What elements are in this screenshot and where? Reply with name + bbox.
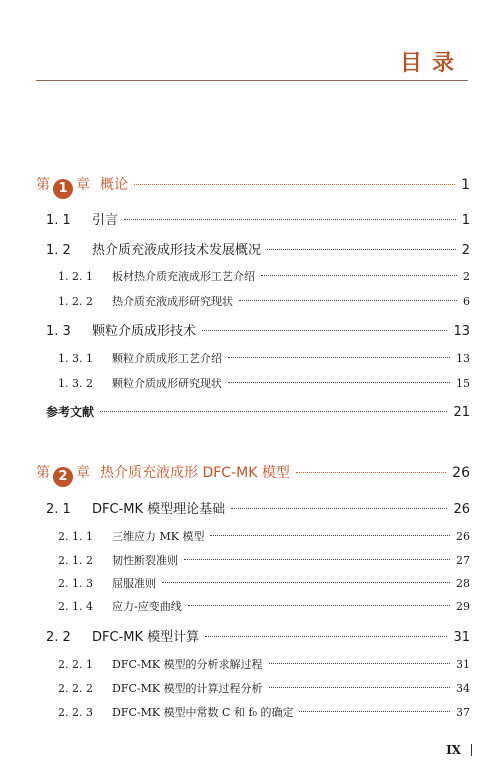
page-number: 13 [456, 352, 470, 365]
section-number: 1. 3 [46, 324, 71, 339]
toc-chapter-2[interactable] [36, 462, 470, 484]
page-number: 34 [456, 682, 470, 695]
leader-dots [202, 330, 447, 331]
title-divider [36, 80, 468, 81]
section-title: 热介质充液成形技术发展概况 [92, 243, 262, 258]
page-number: 2 [463, 270, 470, 283]
chapter-suffix: 章 [76, 177, 90, 193]
page-number: 1 [461, 213, 470, 228]
section-number: 2. 2 [46, 630, 71, 645]
leader-dots [269, 663, 450, 664]
toc-subsection[interactable] [58, 598, 470, 614]
page-title: 目录 [399, 51, 464, 76]
toc-subsection[interactable] [58, 552, 470, 568]
leader-dots [205, 636, 447, 637]
page-number: 29 [456, 600, 470, 613]
page-number: 1 [461, 177, 470, 193]
section-title: DFC-MK 模型理论基础 [92, 502, 226, 517]
toc-subsection[interactable] [58, 704, 470, 720]
subsection-title: DFC-MK 模型的计算过程分析 [112, 682, 263, 695]
page-number: 26 [456, 530, 470, 543]
folio-number: IX [446, 743, 461, 757]
chapter-number-badge: 1 [53, 179, 73, 199]
toc-references[interactable] [46, 403, 470, 420]
leader-dots [210, 535, 450, 536]
subsection-number: 2. 1. 4 [58, 600, 93, 613]
subsection-number: 2. 1. 3 [58, 577, 93, 590]
subsection-title: 应力-应变曲线 [112, 600, 182, 613]
toc-section[interactable] [46, 498, 470, 517]
subsection-number: 1. 3. 2 [58, 377, 93, 390]
subsection-number: 2. 1. 1 [58, 530, 93, 543]
subsection-title: 颗粒介质成形工艺介绍 [112, 352, 222, 365]
page-number: 27 [456, 554, 470, 567]
toc-section[interactable] [46, 626, 470, 645]
subsection-number: 1. 2. 2 [58, 295, 93, 308]
chapter-title: 热介质充液成形 DFC-MK 模型 [100, 465, 290, 481]
toc-subsection[interactable] [58, 680, 470, 696]
subsection-number: 2. 1. 2 [58, 554, 93, 567]
section-number: 1. 1 [46, 213, 71, 228]
toc-subsection[interactable] [58, 350, 470, 366]
page-number: 6 [463, 295, 470, 308]
leader-dots [261, 275, 457, 276]
chapter-prefix: 第 [36, 177, 50, 193]
leader-dots [228, 357, 450, 358]
page-footer [446, 742, 472, 757]
leader-dots [296, 472, 446, 473]
toc-subsection[interactable] [58, 528, 470, 544]
page-number: 37 [456, 706, 470, 719]
section-title: DFC-MK 模型计算 [92, 630, 200, 645]
chapter-title: 概论 [100, 177, 128, 193]
subsection-title: 颗粒介质成形研究现状 [112, 377, 222, 390]
leader-dots [269, 687, 450, 688]
page-number: 2 [461, 243, 470, 258]
subsection-number: 2. 2. 2 [58, 682, 93, 695]
page-number: 26 [452, 465, 470, 481]
toc-subsection[interactable] [58, 656, 470, 672]
chapter-prefix: 第 [36, 465, 50, 481]
toc-subsection[interactable] [58, 375, 470, 391]
leader-dots [299, 711, 450, 712]
page-number: 21 [453, 405, 470, 420]
chapter-number-badge: 2 [53, 467, 73, 487]
page-number: 26 [453, 502, 470, 517]
subsection-title: 韧性断裂准则 [112, 554, 178, 567]
toc-section[interactable] [46, 320, 470, 339]
footer-divider [471, 744, 472, 756]
leader-dots [267, 249, 456, 250]
page-number: 31 [453, 630, 470, 645]
subsection-number: 2. 2. 1 [58, 658, 93, 671]
toc-subsection[interactable] [58, 268, 470, 284]
toc-subsection[interactable] [58, 575, 470, 591]
leader-dots [239, 300, 457, 301]
section-title: 引言 [92, 213, 119, 228]
leader-dots [124, 219, 456, 220]
leader-dots [184, 559, 450, 560]
subsection-number: 2. 2. 3 [58, 706, 93, 719]
leader-dots [162, 582, 450, 583]
section-number: 1. 2 [46, 243, 71, 258]
toc-section[interactable] [46, 209, 470, 228]
subsection-title: 热介质充液成形研究现状 [112, 295, 233, 308]
page-number: 15 [456, 377, 470, 390]
subsection-title: 屈服准则 [112, 577, 156, 590]
subsection-number: 1. 2. 1 [58, 270, 93, 283]
section-number: 2. 1 [46, 502, 71, 517]
subsection-number: 1. 3. 1 [58, 352, 93, 365]
chapter-suffix: 章 [76, 465, 90, 481]
toc-chapter-1[interactable] [36, 174, 470, 196]
section-title: 颗粒介质成形技术 [92, 324, 197, 339]
page-number: 31 [456, 658, 470, 671]
toc-subsection[interactable] [58, 293, 470, 309]
leader-dots [228, 382, 450, 383]
leader-dots [134, 184, 455, 185]
subsection-title: DFC-MK 模型中常数 C 和 f₀ 的确定 [112, 706, 294, 719]
subsection-title: DFC-MK 模型的分析求解过程 [112, 658, 263, 671]
leader-dots [188, 605, 450, 606]
leader-dots [100, 411, 447, 412]
page-number: 13 [453, 324, 470, 339]
leader-dots [231, 508, 447, 509]
page-number: 28 [456, 577, 470, 590]
references-title: 参考文献 [46, 405, 95, 419]
toc-section[interactable] [46, 239, 470, 258]
subsection-title: 三维应力 MK 模型 [112, 530, 205, 543]
subsection-title: 板材热介质充液成形工艺介绍 [112, 270, 255, 283]
